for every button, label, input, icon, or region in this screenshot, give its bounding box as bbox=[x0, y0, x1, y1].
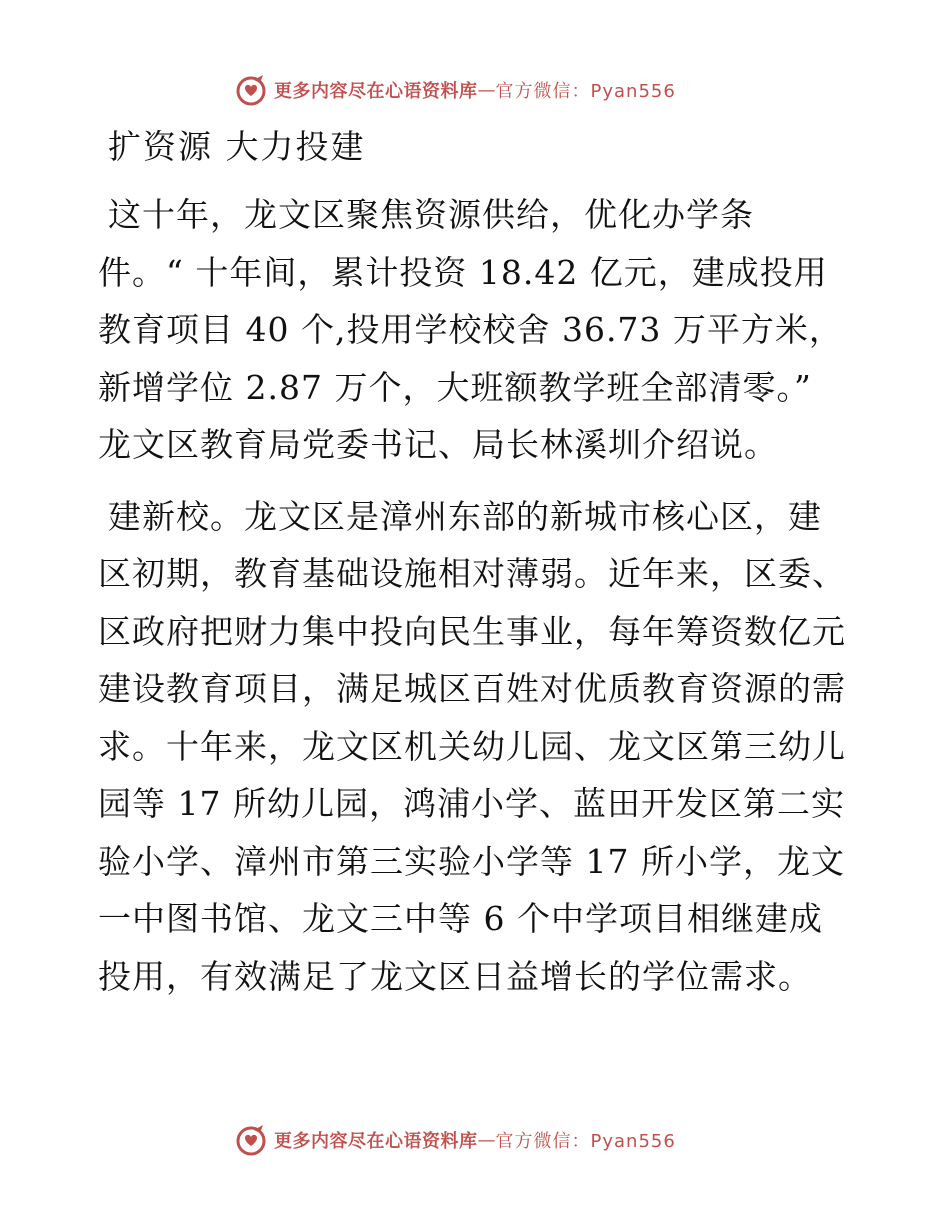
paragraph-line: 区政府把财力集中投向民生事业，每年筹资数亿元 bbox=[98, 611, 846, 651]
paragraph-line: 园等 17 所幼儿园，鸿浦小学、蓝田开发区第二实 bbox=[98, 784, 845, 823]
watermark-text: 更多内容尽在心语资料库 bbox=[274, 81, 478, 102]
paragraph-line: 建设教育项目，满足城区百姓对优质教育资源的需 bbox=[98, 669, 846, 708]
watermark-header bbox=[234, 70, 676, 110]
document-body bbox=[98, 118, 850, 1019]
heart-pen-logo-icon bbox=[234, 73, 268, 107]
paragraph-new-schools bbox=[98, 488, 850, 1006]
paragraph-line: 新增学位 2.87 万个，大班额教学班全部清零。” bbox=[98, 367, 812, 407]
paragraph-line: 求。十年来，龙文区机关幼儿园、龙文区第三幼儿 bbox=[98, 726, 846, 766]
watermark-wechat: 官方微信：Pyan556 bbox=[495, 81, 676, 102]
paragraph-line: 教育项目 40 个,投用学校校舍 36.73 万平方米， bbox=[98, 310, 843, 349]
paragraph-line: 这十年，龙文区聚焦资源供给，优化办学条 bbox=[108, 195, 754, 234]
paragraph-investment bbox=[98, 186, 850, 474]
paragraph-line: 验小学、漳州市第三实验小学等 17 所小学，龙文 bbox=[98, 841, 845, 881]
watermark-dash: — bbox=[477, 79, 496, 101]
heart-pen-logo-icon bbox=[234, 1123, 268, 1157]
paragraph-line: 投用，有效满足了龙文区日益增长的学位需求。 bbox=[98, 956, 812, 996]
paragraph-line: 一中图书馆、龙文三中等 6 个中学项目相继建成 bbox=[98, 899, 823, 938]
section-heading: 扩资源 大力投建 bbox=[108, 127, 366, 166]
watermark-footer bbox=[234, 1120, 676, 1160]
watermark-text: 更多内容尽在心语资料库 bbox=[274, 1131, 478, 1152]
watermark-wechat: 官方微信：Pyan556 bbox=[495, 1131, 676, 1152]
paragraph-line: 龙文区教育局党委书记、局长林溪圳介绍说。 bbox=[98, 425, 778, 464]
watermark-dash: — bbox=[477, 1129, 496, 1151]
paragraph-line: 区初期，教育基础设施相对薄弱。近年来，区委、 bbox=[98, 554, 846, 593]
paragraph-line: 件。“ 十年间，累计投资 18.42 亿元，建成投用 bbox=[98, 252, 828, 292]
paragraph-line: 建新校。龙文区是漳州东部的新城市核心区，建 bbox=[108, 496, 822, 536]
